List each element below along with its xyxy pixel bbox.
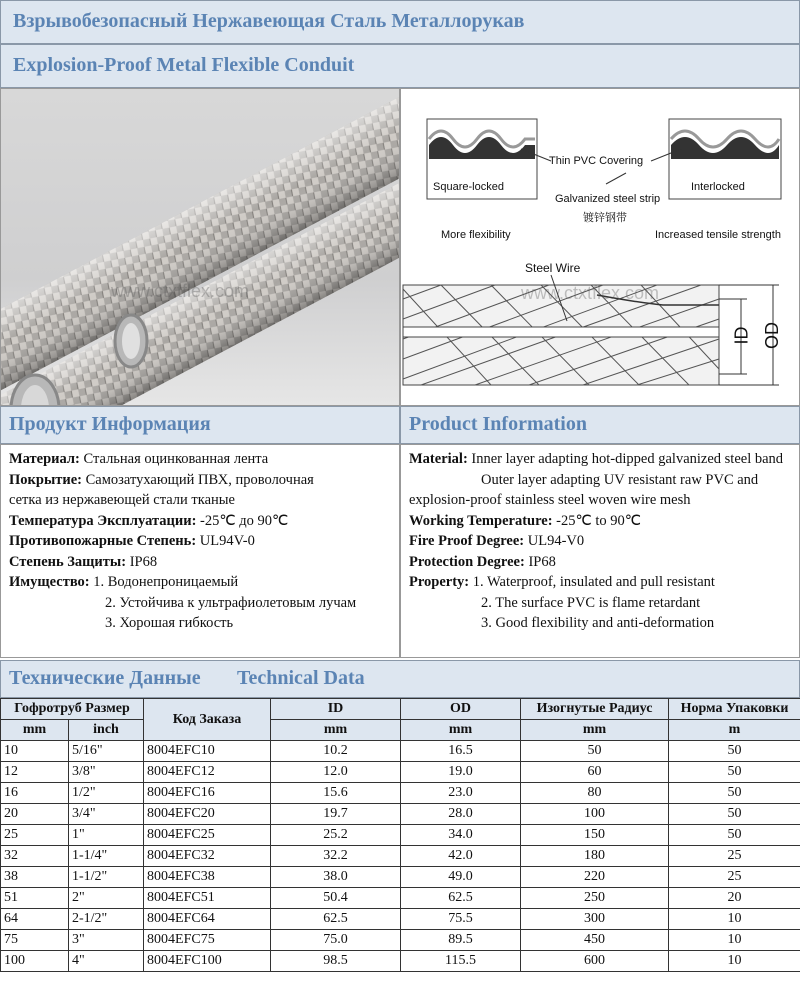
technical-data-heading [0,660,800,698]
size-inch-cell: 3/4" [69,804,144,825]
pack-length-cell: 50 [669,804,800,825]
en-property-2: 2. The surface PVC is flame retardant [481,594,701,611]
label-galvanized: Galvanized steel strip [555,193,661,205]
label-thin-pvc: Thin PVC Covering [549,155,644,167]
table-row [1,846,800,867]
col-size-header: Гофротруб Размер [1,699,144,720]
od-value-cell: 23.0 [401,783,521,804]
ru-protection-row: Степень Защиты: IP68 [9,553,158,570]
unit-id: mm [271,720,401,741]
en-material-row-2: Outer layer adapting UV resistant raw PVC and [481,471,759,488]
conduit-photo-illustration [1,89,400,406]
size-mm-cell: 38 [1,867,69,888]
od-value-cell: 16.5 [401,741,521,762]
size-inch-cell: 1/2" [69,783,144,804]
col-od-header: OD [401,699,521,720]
table-header-row [1,699,800,720]
size-mm-cell: 75 [1,930,69,951]
page-title-en: Explosion-Proof Metal Flexible Conduit [13,54,355,76]
order-code-cell: 8004EFC20 [144,804,271,825]
label-id: ID [731,326,752,345]
product-photo [0,88,400,406]
en-protection-row: Protection Degree: IP68 [409,553,556,570]
size-inch-cell: 1-1/2" [69,867,144,888]
table-row [1,888,800,909]
bend-radius-cell: 250 [521,888,669,909]
bend-radius-cell: 80 [521,783,669,804]
bend-radius-cell: 600 [521,951,669,972]
id-value-cell: 32.2 [271,846,401,867]
technical-data-table [0,698,800,972]
size-mm-cell: 20 [1,804,69,825]
table-row [1,867,800,888]
bend-radius-cell: 60 [521,762,669,783]
ru-coating-row-2: сетка из нержавеющей стали тканые [9,492,235,508]
title-bar-en [0,44,800,88]
table-row [1,741,800,762]
size-inch-cell: 1-1/4" [69,846,144,867]
od-value-cell: 115.5 [401,951,521,972]
table-row [1,804,800,825]
pack-length-cell: 25 [669,867,800,888]
page-title-ru: Взрывобезопасный Нержавеющая Сталь Металлорукав [13,10,525,32]
size-inch-cell: 1" [69,825,144,846]
order-code-cell: 8004EFC51 [144,888,271,909]
en-material-row: Material: Inner layer adapting hot-dipped galvanized steel band [409,451,784,467]
id-value-cell: 19.7 [271,804,401,825]
size-inch-cell: 4" [69,951,144,972]
bend-radius-cell: 50 [521,741,669,762]
order-code-cell: 8004EFC12 [144,762,271,783]
size-mm-cell: 25 [1,825,69,846]
id-value-cell: 75.0 [271,930,401,951]
id-value-cell: 10.2 [271,741,401,762]
pack-length-cell: 10 [669,951,800,972]
od-value-cell: 42.0 [401,846,521,867]
id-value-cell: 62.5 [271,909,401,930]
size-mm-cell: 64 [1,909,69,930]
id-value-cell: 15.6 [271,783,401,804]
diagram-drawing [401,89,800,406]
table-row [1,951,800,972]
bend-radius-cell: 100 [521,804,669,825]
size-inch-cell: 3/8" [69,762,144,783]
table-row [1,930,800,951]
unit-pack: m [669,720,800,741]
order-code-cell: 8004EFC100 [144,951,271,972]
label-galvanized-cn: 镀锌钢带 [583,212,627,224]
size-mm-cell: 32 [1,846,69,867]
pack-length-cell: 10 [669,909,800,930]
od-value-cell: 62.5 [401,888,521,909]
table-unit-row [1,720,800,741]
od-value-cell: 75.5 [401,909,521,930]
table-row [1,783,800,804]
unit-bend: mm [521,720,669,741]
id-value-cell: 98.5 [271,951,401,972]
construction-diagram [400,88,800,406]
order-code-cell: 8004EFC64 [144,909,271,930]
col-code-header: Код Заказа [144,699,271,741]
title-bar-ru [0,0,800,44]
od-value-cell: 49.0 [401,867,521,888]
order-code-cell: 8004EFC38 [144,867,271,888]
order-code-cell: 8004EFC25 [144,825,271,846]
size-mm-cell: 10 [1,741,69,762]
size-inch-cell: 2-1/2" [69,909,144,930]
order-code-cell: 8004EFC75 [144,930,271,951]
size-mm-cell: 100 [1,951,69,972]
size-mm-cell: 16 [1,783,69,804]
en-fire-row: Fire Proof Degree: UL94-V0 [409,533,585,549]
id-value-cell: 12.0 [271,762,401,783]
pack-length-cell: 20 [669,888,800,909]
en-property-row: Property: 1. Waterproof, insulated and pull resistant [409,574,715,590]
technical-heading-en: Technical Data [237,667,365,689]
label-od: OD [762,322,782,349]
od-value-cell: 19.0 [401,762,521,783]
pack-length-cell: 50 [669,741,800,762]
ru-property-3: 3. Хорошая гибкость [105,615,234,631]
ru-property-2: 2. Устойчива к ультрафиолетовым лучам [105,594,357,611]
col-bend-header: Изогнутые Радиус [521,699,669,720]
label-steel-wire: Steel Wire [525,261,581,275]
od-value-cell: 34.0 [401,825,521,846]
ru-property-row: Имущество: 1. Водонепроницаемый [9,574,239,590]
bend-radius-cell: 150 [521,825,669,846]
en-temp-row: Working Temperature: -25℃ to 90℃ [409,512,642,529]
order-code-cell: 8004EFC32 [144,846,271,867]
size-inch-cell: 5/16" [69,741,144,762]
photo-watermark: www.ctxtflex.com [111,281,250,301]
table-row [1,762,800,783]
table-row [1,909,800,930]
id-value-cell: 38.0 [271,867,401,888]
table-row [1,825,800,846]
col-pack-header: Норма Упаковки [669,699,800,720]
pack-length-cell: 50 [669,783,800,804]
size-inch-cell: 3" [69,930,144,951]
product-info-heading-en: Product Information [400,406,800,444]
label-interlocked: Interlocked [691,181,745,193]
bend-radius-cell: 220 [521,867,669,888]
label-more-flexibility: More flexibility [441,229,511,241]
order-code-cell: 8004EFC10 [144,741,271,762]
unit-inch: inch [69,720,144,741]
bend-radius-cell: 450 [521,930,669,951]
ru-temp-row: Температура Эксплуатации: -25℃ до 90℃ [9,512,289,529]
technical-heading-ru: Технические Данные [9,667,201,689]
bend-radius-cell: 180 [521,846,669,867]
size-inch-cell: 2" [69,888,144,909]
id-value-cell: 25.2 [271,825,401,846]
od-value-cell: 28.0 [401,804,521,825]
label-tensile: Increased tensile strength [655,229,781,241]
order-code-cell: 8004EFC16 [144,783,271,804]
size-mm-cell: 12 [1,762,69,783]
pack-length-cell: 10 [669,930,800,951]
unit-od: mm [401,720,521,741]
unit-mm: mm [1,720,69,741]
id-value-cell: 50.4 [271,888,401,909]
col-id-header: ID [271,699,401,720]
ru-material-row: Материал: Стальная оцинкованная лента [9,451,269,467]
ru-coating-row: Покрытие: Самозатухающий ПВХ, проволочная [9,471,314,488]
en-material-row-3: explosion-proof stainless steel woven wire mesh [409,492,691,508]
diagram-watermark: www.ctxtflex.com [521,283,660,303]
pack-length-cell: 25 [669,846,800,867]
label-square-locked: Square-locked [433,181,504,193]
product-info-en [400,444,800,658]
product-info-ru [0,444,400,658]
pack-length-cell: 50 [669,825,800,846]
od-value-cell: 89.5 [401,930,521,951]
size-mm-cell: 51 [1,888,69,909]
en-property-3: 3. Good flexibility and anti-deformation [481,615,715,631]
ru-fire-row: Противопожарные Степень: UL94V-0 [9,533,255,549]
product-info-heading-ru: Продукт Информация [0,406,400,444]
bend-radius-cell: 300 [521,909,669,930]
pack-length-cell: 50 [669,762,800,783]
